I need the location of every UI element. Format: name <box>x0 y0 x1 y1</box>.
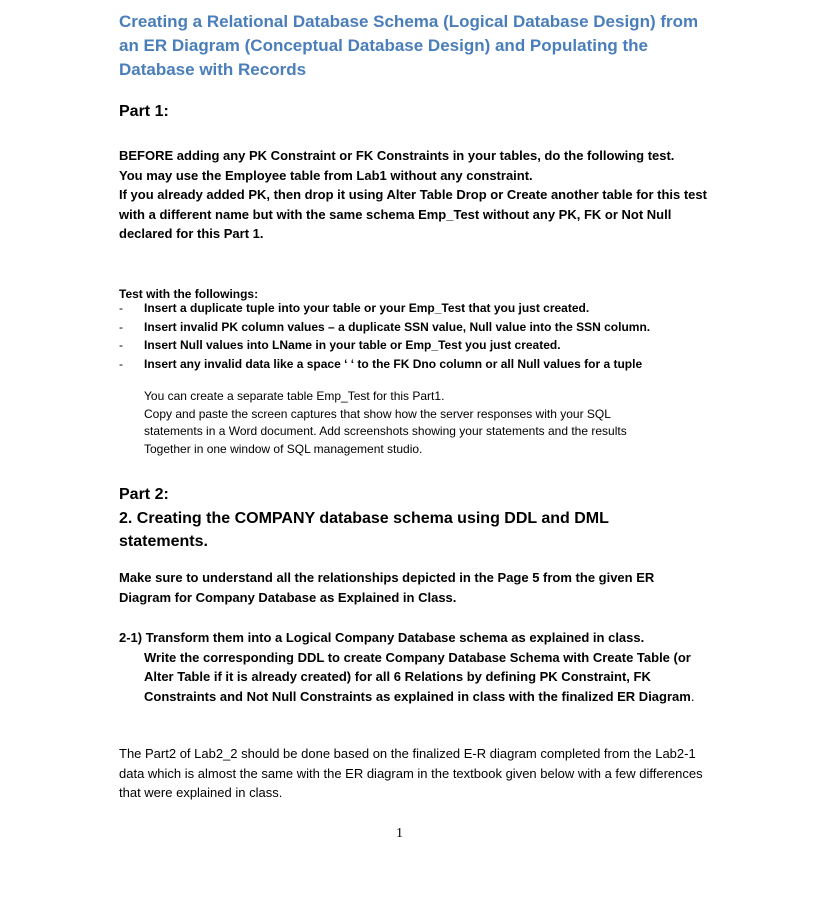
bullet-text: Insert Null values into LName in your table or Emp_Test you just created. <box>144 338 561 352</box>
before-text: BEFORE adding any PK Constraint or FK Constraints in your tables, do the following test. <box>119 148 675 163</box>
part2-subheading: 2. Creating the COMPANY database schema using DDL and DML statements. <box>119 510 609 550</box>
list-item <box>119 318 719 337</box>
part1-notes <box>144 388 704 458</box>
test-bullet-list <box>119 299 719 373</box>
test-heading: Test with the followings: <box>119 287 259 301</box>
bullet-marker: - <box>119 301 123 315</box>
bullet-marker: - <box>119 319 123 334</box>
note-line: Together in one window of SQL management studio. <box>144 441 423 456</box>
bullet-text: Insert any invalid data like a space ‘ ‘ to the FK Dno column or all Null values for a tuple <box>144 356 643 371</box>
note-line: Copy and paste the screen captures that show how the server responses with your SQL <box>144 406 611 421</box>
part1-instructions <box>119 146 709 244</box>
bullet-marker: - <box>119 356 123 371</box>
list-item <box>119 336 719 355</box>
part2-heading: Part 2: <box>119 486 169 503</box>
page-number: 1 <box>396 826 403 841</box>
list-item <box>119 299 719 318</box>
note-line: statements in a Word document. Add screenshots showing your statements and the results <box>144 424 627 438</box>
document-title: Creating a Relational Database Schema (Logical Database Design) from an ER Diagram (Conceptual Database Design) and Populating the Database with Records <box>119 12 699 79</box>
make-sure-paragraph: Make sure to understand all the relationships depicted in the Page 5 from the given ER Diagram for Company Database as Explained in Class. <box>119 570 655 605</box>
part1-heading: Part 1: <box>119 103 169 120</box>
bullet-marker: - <box>119 338 123 352</box>
final-paragraph: The Part2 of Lab2_2 should be done based on the finalized E-R diagram completed from the Lab2-1 data which is almost the same with the ER diagram in the textbook given below with a few differences that were explained in class. <box>119 746 703 801</box>
step-body-end: . <box>690 688 695 704</box>
step-body <box>119 648 709 707</box>
bullet-text: Insert a duplicate tuple into your table or your Emp_Test that you just created. <box>144 301 590 315</box>
step-first-line: 2-1) Transform them into a Logical Company Database schema as explained in class. <box>119 630 645 645</box>
drop-text: If you already added PK, then drop it using Alter Table Drop or Create another table for this test with a different name but with the same schema Emp_Test without any PK, FK or Not Null declared for this Part 1. <box>119 187 707 242</box>
list-item <box>119 355 719 374</box>
employee-text: You may use the Employee table from Lab1 without any constraint. <box>119 167 533 183</box>
step-body-text: Write the corresponding DDL to create Company Database Schema with Create Table (or Alter Table if it is already created) for all 6 Relations by defining PK Constraint, FK Constraints and Not Null Constraints as explained in class with the finalized ER Diagram <box>144 649 691 704</box>
note-line: You can create a separate table Emp_Test for this Part1. <box>144 389 445 403</box>
bullet-text: Insert invalid PK column values – a duplicate SSN value, Null value into the SSN column. <box>144 319 651 334</box>
step-2-1 <box>119 628 709 706</box>
